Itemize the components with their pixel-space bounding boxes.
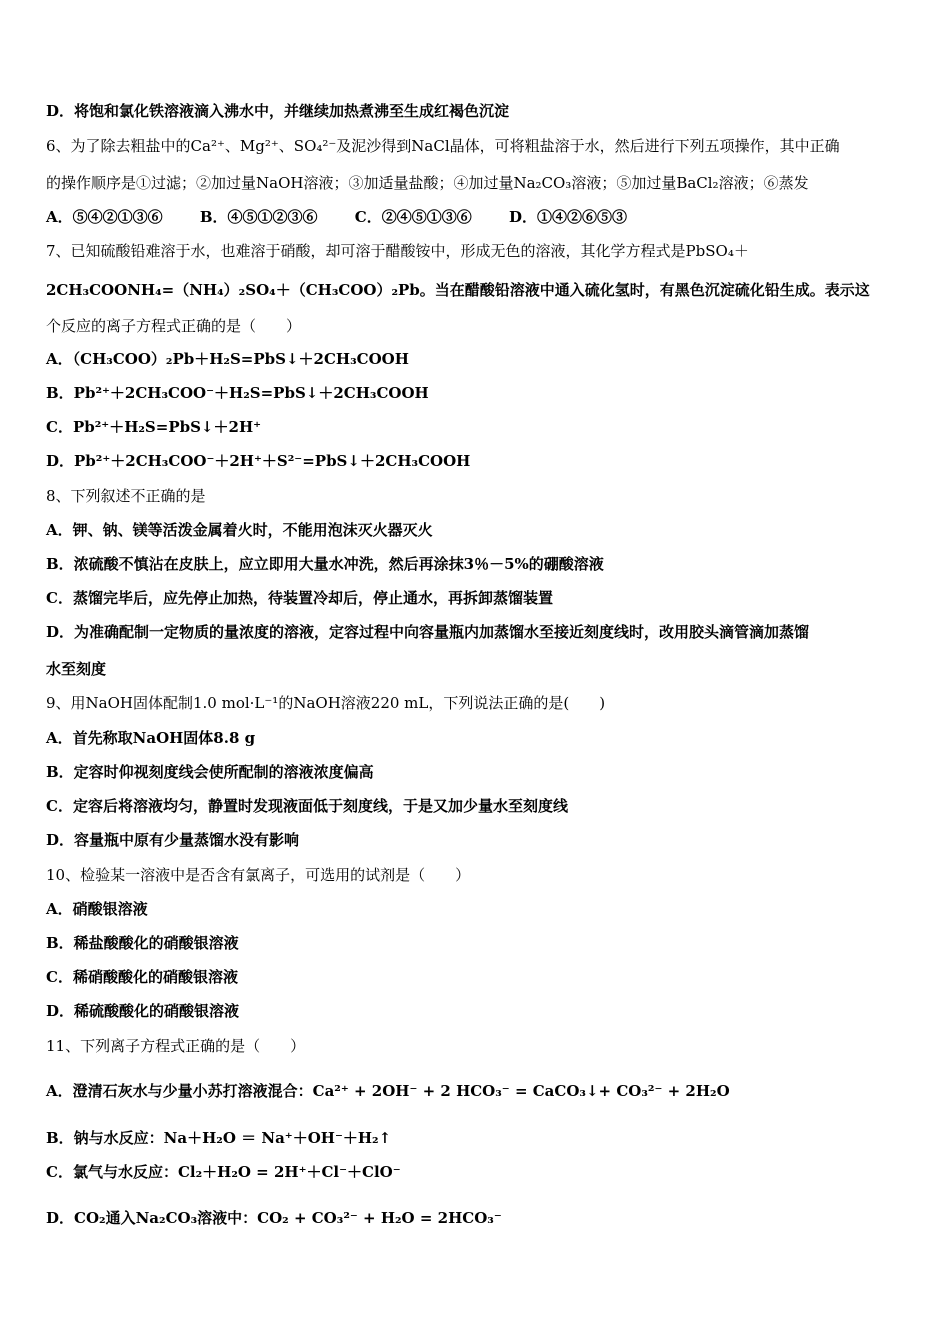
q9-option-a: A．首先称取NaOH固体8.8 g	[46, 729, 256, 747]
q7-stem-line3: 个反应的离子方程式正确的是（ ）	[46, 317, 302, 335]
q11-option-b: B．钠与水反应：Na＋H₂O ＝ Na⁺＋OH⁻＋H₂↑	[46, 1129, 392, 1147]
q10-option-d: D．稀硫酸酸化的硝酸银溶液	[46, 1002, 240, 1020]
q7-option-a: A．（CH₃COO）₂Pb＋H₂S=PbS↓＋2CH₃COOH	[46, 350, 409, 368]
q7-option-b: B．Pb²⁺＋2CH₃COO⁻＋H₂S=PbS↓＋2CH₃COOH	[46, 384, 429, 402]
q11-option-d: D．CO₂通入Na₂CO₃溶液中：CO₂ + CO₃²⁻ + H₂O = 2HCO₃⁻	[46, 1209, 502, 1227]
q9-option-d: D．容量瓶中原有少量蒸馏水没有影响	[46, 831, 300, 849]
q8-option-c: C．蒸馏完毕后，应先停止加热，待装置冷却后，停止通水，再拆卸蒸馏装置	[46, 589, 553, 607]
q7-stem-line2: 2CH₃COONH₄=（NH₄）₂SO₄＋（CH₃COO）₂Pb。当在醋酸铅溶液中通入硫化氢时，有黑色沉淀硫化铅生成。表示这	[46, 281, 870, 299]
q10-option-a: A．硝酸银溶液	[46, 900, 148, 918]
q10-option-b: B．稀盐酸酸化的硝酸银溶液	[46, 934, 239, 952]
q6-option-c: C．②④⑤①③⑥	[354, 208, 472, 226]
q6-option-b: B．④⑤①②③⑥	[199, 208, 318, 226]
q8-option-d-line1: D．为准确配制一定物质的量浓度的溶液，定容过程中向容量瓶内加蒸馏水至接近刻度线时，改用胶头滴管滴加蒸馏	[46, 623, 810, 641]
q10-stem: 10、检验某一溶液中是否含有氯离子，可选用的试剂是（ ）	[46, 866, 471, 884]
q6-stem-line2: 的操作顺序是①过滤；②加过量NaOH溶液；③加适量盐酸；④加过量Na₂CO₃溶液；⑤加过量BaCl₂溶液；⑥蒸发	[46, 174, 809, 192]
q5-option-d: D．将饱和氯化铁溶液滴入沸水中，并继续加热煮沸至生成红褐色沉淀	[46, 102, 510, 120]
q11-option-c: C．氯气与水反应：Cl₂＋H₂O = 2H⁺＋Cl⁻＋ClO⁻	[46, 1163, 401, 1181]
q7-option-d: D．Pb²⁺＋2CH₃COO⁻＋2H⁺＋S²⁻=PbS↓＋2CH₃COOH	[46, 452, 471, 470]
q9-stem: 9、用NaOH固体配制1.0 mol·L⁻¹的NaOH溶液220 mL，下列说法正确的是( )	[46, 694, 606, 712]
q6-stem-line1: 6、为了除去粗盐中的Ca²⁺、Mg²⁺、SO₄²⁻及泥沙得到NaCl晶体，可将粗盐溶于水，然后进行下列五项操作，其中正确	[46, 137, 840, 155]
q8-stem: 8、下列叙述不正确的是	[46, 487, 206, 505]
q9-option-c: C．定容后将溶液均匀，静置时发现液面低于刻度线，于是又加少量水至刻度线	[46, 797, 568, 815]
q6-option-a: A．⑤④②①③⑥	[46, 208, 163, 226]
q6-option-d: D．①④②⑥⑤③	[508, 208, 627, 226]
q10-option-c: C．稀硝酸酸化的硝酸银溶液	[46, 968, 238, 986]
q8-option-b: B．浓硫酸不慎沾在皮肤上，应立即用大量水冲洗，然后再涂抹3％－5%的硼酸溶液	[46, 555, 604, 573]
q11-stem: 11、下列离子方程式正确的是（ ）	[46, 1037, 306, 1055]
q8-option-d-line2: 水至刻度	[46, 660, 107, 678]
q9-option-b: B．定容时仰视刻度线会使所配制的溶液浓度偏高	[46, 763, 374, 781]
q8-option-a: A．钾、钠、镁等活泼金属着火时，不能用泡沫灭火器灭火	[46, 521, 433, 539]
q7-option-c: C．Pb²⁺＋H₂S=PbS↓＋2H⁺	[46, 418, 262, 436]
q7-stem-line1: 7、已知硫酸铅难溶于水，也难溶于硝酸，却可溶于醋酸铵中，形成无色的溶液，其化学方程式是PbSO₄＋	[46, 242, 749, 260]
q6-options	[46, 207, 910, 227]
q11-option-a: A．澄清石灰水与少量小苏打溶液混合：Ca²⁺ + 2OH⁻ + 2 HCO₃⁻ = CaCO₃↓+ CO₃²⁻ + 2H₂O	[46, 1082, 730, 1100]
